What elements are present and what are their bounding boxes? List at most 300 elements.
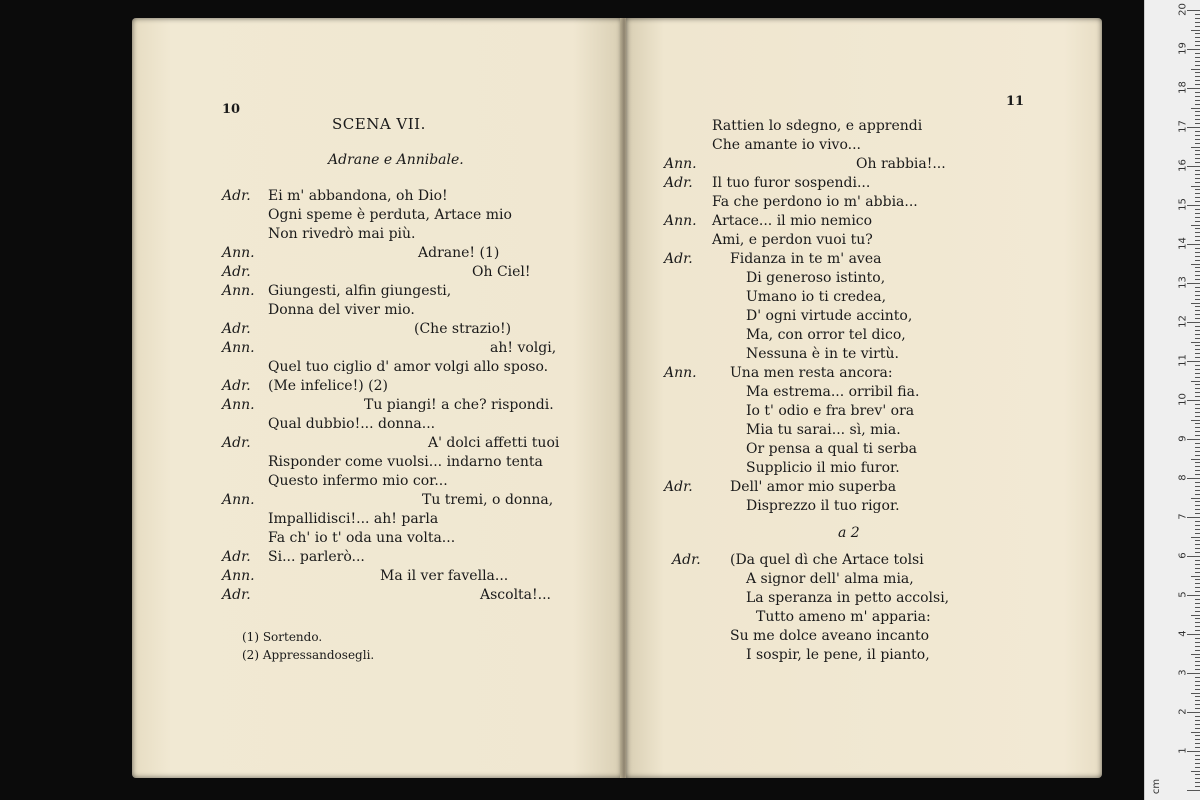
ruler-tick: [1195, 716, 1200, 717]
ruler-tick: [1187, 673, 1200, 674]
speaker-label: Ann.: [222, 492, 255, 508]
ruler-tick: [1191, 30, 1200, 31]
ruler-tick: [1195, 681, 1200, 682]
ruler-number: 20: [1177, 3, 1189, 16]
verse-line: Tu tremi, o donna,: [422, 492, 554, 508]
ruler-tick: [1195, 486, 1200, 487]
verse-line: Giungesti, alfin giungesti,: [268, 283, 452, 299]
ruler-tick: [1195, 158, 1200, 159]
ruler-tick: [1187, 751, 1200, 752]
speaker-label: Ann.: [664, 156, 697, 172]
ruler-tick: [1195, 232, 1200, 233]
speaker-label: Adr.: [664, 251, 693, 267]
right-page: [626, 18, 1102, 778]
verse-line: Umano io ti credea,: [746, 289, 887, 305]
ruler-tick: [1187, 49, 1200, 50]
ruler-tick: [1195, 455, 1200, 456]
ruler-tick: [1195, 568, 1200, 569]
verse-line: Ogni speme è perduta, Artace mio: [268, 207, 512, 223]
ruler-tick: [1195, 451, 1200, 452]
ruler-tick: [1191, 303, 1200, 304]
ruler-tick: [1191, 459, 1200, 460]
ruler-tick: [1195, 521, 1200, 522]
ruler-tick: [1195, 513, 1200, 514]
ruler-tick: [1191, 186, 1200, 187]
verse-line: Oh Ciel!: [472, 264, 531, 280]
ruler-tick: [1195, 295, 1200, 296]
verse-line: Ma estrema... orribil fia.: [746, 384, 920, 400]
ruler-tick: [1195, 533, 1200, 534]
ruler-tick: [1195, 135, 1200, 136]
ruler-tick: [1195, 14, 1200, 15]
ruler-tick: [1187, 361, 1200, 362]
speaker-label: Adr.: [672, 552, 701, 568]
ruler-tick: [1195, 174, 1200, 175]
ruler-tick: [1195, 720, 1200, 721]
ruler-tick: [1191, 537, 1200, 538]
ruler-tick: [1191, 732, 1200, 733]
ruler-tick: [1195, 724, 1200, 725]
ruler-tick: [1195, 622, 1200, 623]
ruler-tick: [1195, 221, 1200, 222]
verse-line: ah! volgi,: [490, 340, 557, 356]
ruler-tick: [1195, 236, 1200, 237]
ruler-tick: [1195, 743, 1200, 744]
ruler-tick: [1195, 240, 1200, 241]
ruler-number: 5: [1177, 591, 1189, 598]
ruler-tick: [1195, 482, 1200, 483]
ruler-tick: [1195, 607, 1200, 608]
speaker-label: Adr.: [222, 587, 251, 603]
verse-line: La speranza in petto accolsi,: [746, 590, 950, 606]
verse-line: Nessuna è in te virtù.: [746, 346, 899, 362]
ruler-tick: [1195, 685, 1200, 686]
ruler-tick: [1191, 771, 1200, 772]
ruler-tick: [1195, 299, 1200, 300]
ruler-tick: [1195, 18, 1200, 19]
ruler-tick: [1195, 591, 1200, 592]
ruler-tick: [1187, 634, 1200, 635]
ruler-tick: [1195, 291, 1200, 292]
ruler-number: 14: [1177, 237, 1189, 250]
ruler-tick: [1191, 693, 1200, 694]
ruler-number: 1: [1177, 747, 1189, 754]
ruler-tick: [1195, 599, 1200, 600]
ruler-tick: [1187, 322, 1200, 323]
ruler-tick: [1195, 470, 1200, 471]
verse-line: Oh rabbia!...: [856, 156, 946, 172]
footnote: (1) Sortendo.: [242, 630, 323, 644]
ruler-tick: [1195, 213, 1200, 214]
verse-line: Or pensa a qual ti serba: [746, 441, 917, 457]
ruler-tick: [1195, 735, 1200, 736]
ruler-tick: [1195, 661, 1200, 662]
ruler-tick: [1195, 689, 1200, 690]
verse-line: Fa ch' io t' oda una volta...: [268, 530, 456, 546]
ruler-tick: [1195, 256, 1200, 257]
verse-line: Supplicio il mio furor.: [746, 460, 900, 476]
ruler-tick: [1195, 80, 1200, 81]
ruler-tick: [1187, 790, 1200, 791]
ruler-tick: [1195, 377, 1200, 378]
ruler-tick: [1195, 416, 1200, 417]
ruler-tick: [1195, 505, 1200, 506]
ruler-tick: [1195, 704, 1200, 705]
ruler-tick: [1195, 739, 1200, 740]
ruler-tick: [1195, 544, 1200, 545]
ruler-tick: [1195, 345, 1200, 346]
ruler-tick: [1187, 400, 1200, 401]
ruler-tick: [1195, 384, 1200, 385]
verse-line: (Che strazio!): [414, 321, 512, 337]
ruler-tick: [1195, 572, 1200, 573]
speaker-label: Adr.: [222, 321, 251, 337]
ruler-tick: [1195, 657, 1200, 658]
ruler-tick: [1195, 53, 1200, 54]
ruler-tick: [1195, 201, 1200, 202]
ruler-tick: [1195, 747, 1200, 748]
ruler-tick: [1195, 318, 1200, 319]
ruler-number: 11: [1177, 354, 1189, 367]
open-book: [132, 18, 1102, 780]
ruler-tick: [1195, 193, 1200, 194]
speaker-label: Adr.: [222, 264, 251, 280]
ruler-tick: [1195, 92, 1200, 93]
verse-line: (Me infelice!) (2): [268, 378, 388, 394]
ruler-tick: [1191, 69, 1200, 70]
verse-line: Tu piangi! a che? rispondi.: [364, 397, 554, 413]
verse-line: Artace... il mio nemico: [712, 213, 873, 229]
ruler-tick: [1195, 396, 1200, 397]
ruler-tick: [1191, 381, 1200, 382]
ruler-tick: [1195, 669, 1200, 670]
ruler-tick: [1191, 654, 1200, 655]
ruler-tick: [1195, 431, 1200, 432]
ruler-tick: [1195, 525, 1200, 526]
ruler-tick: [1187, 478, 1200, 479]
ruler-tick: [1195, 65, 1200, 66]
ruler-tick: [1191, 498, 1200, 499]
speaker-label: Ann.: [222, 245, 255, 261]
left-page: [132, 18, 622, 778]
a-due-marker: a 2: [838, 525, 860, 541]
ruler-number: 2: [1177, 708, 1189, 715]
ruler-tick: [1195, 423, 1200, 424]
verse-line: Il tuo furor sospendi...: [712, 175, 871, 191]
verse-line: Mia tu sarai... sì, mia.: [746, 422, 901, 438]
speaker-label: Ann.: [222, 568, 255, 584]
ruler-tick: [1195, 728, 1200, 729]
ruler-tick: [1191, 108, 1200, 109]
verse-line: Quel tuo ciglio d' amor volgi allo sposo.: [268, 359, 549, 375]
ruler-tick: [1195, 123, 1200, 124]
ruler-tick: [1195, 677, 1200, 678]
ruler-tick: [1191, 264, 1200, 265]
ruler-tick: [1195, 119, 1200, 120]
ruler-tick: [1195, 228, 1200, 229]
measuring-ruler: [1144, 0, 1200, 800]
footnote: (2) Appressandosegli.: [242, 648, 375, 662]
ruler-tick: [1195, 84, 1200, 85]
ruler-tick: [1195, 509, 1200, 510]
ruler-tick: [1195, 115, 1200, 116]
speaker-label: Adr.: [222, 549, 251, 565]
ruler-tick: [1195, 466, 1200, 467]
verse-line: A signor dell' alma mia,: [746, 571, 914, 587]
verse-line: Su me dolce aveano incanto: [730, 628, 930, 644]
ruler-number: 6: [1177, 552, 1189, 559]
ruler-tick: [1195, 501, 1200, 502]
ruler-tick: [1195, 275, 1200, 276]
ruler-tick: [1195, 388, 1200, 389]
ruler-tick: [1195, 334, 1200, 335]
ruler-tick: [1191, 225, 1200, 226]
speaker-label: Ann.: [664, 365, 697, 381]
ruler-tick: [1195, 373, 1200, 374]
ruler-tick: [1191, 420, 1200, 421]
ruler-tick: [1187, 712, 1200, 713]
ruler-tick: [1195, 96, 1200, 97]
ruler-tick: [1195, 279, 1200, 280]
verse-line: Non rivedrò mai più.: [268, 226, 416, 242]
verse-line: Di generoso istinto,: [746, 270, 886, 286]
ruler-number: 9: [1177, 435, 1189, 442]
speaker-label: Ann.: [222, 340, 255, 356]
ruler-tick: [1195, 189, 1200, 190]
ruler-tick: [1195, 650, 1200, 651]
ruler-tick: [1195, 150, 1200, 151]
verse-line: (Da quel dì che Artace tolsi: [730, 552, 924, 568]
ruler-tick: [1195, 267, 1200, 268]
ruler-tick: [1195, 767, 1200, 768]
speaker-label: Adr.: [664, 479, 693, 495]
ruler-tick: [1195, 408, 1200, 409]
ruler-tick: [1195, 271, 1200, 272]
ruler-tick: [1195, 139, 1200, 140]
ruler-tick: [1195, 326, 1200, 327]
ruler-tick: [1195, 260, 1200, 261]
ruler-tick: [1195, 540, 1200, 541]
ruler-number: 12: [1177, 315, 1189, 328]
verse-line: Ei m' abbandona, oh Dio!: [268, 188, 448, 204]
ruler-tick: [1195, 306, 1200, 307]
verse-line: Adrane! (1): [418, 245, 500, 261]
ruler-tick: [1195, 26, 1200, 27]
ruler-tick: [1195, 182, 1200, 183]
ruler-tick: [1195, 755, 1200, 756]
ruler-tick: [1195, 170, 1200, 171]
ruler-tick: [1187, 556, 1200, 557]
ruler-tick: [1195, 560, 1200, 561]
ruler-tick: [1191, 342, 1200, 343]
ruler-tick: [1195, 786, 1200, 787]
ruler-number: 3: [1177, 669, 1189, 676]
verse-line: Risponder come vuolsi... indarno tenta: [268, 454, 543, 470]
ruler-tick: [1195, 209, 1200, 210]
scene-characters: Adrane e Annibale.: [328, 152, 464, 168]
ruler-tick: [1195, 392, 1200, 393]
ruler-number: 13: [1177, 276, 1189, 289]
ruler-tick: [1195, 579, 1200, 580]
right-page-number: 11: [1006, 94, 1025, 109]
ruler-number: 16: [1177, 159, 1189, 172]
ruler-tick: [1195, 72, 1200, 73]
speaker-label: Ann.: [222, 397, 255, 413]
ruler-number: 4: [1177, 630, 1189, 637]
ruler-tick: [1195, 412, 1200, 413]
verse-line: Ami, e perdon vuoi tu?: [712, 232, 873, 248]
ruler-tick: [1195, 583, 1200, 584]
ruler-tick: [1195, 365, 1200, 366]
verse-line: Si... parlerò...: [268, 549, 365, 565]
verse-line: Qual dubbio!... donna...: [268, 416, 436, 432]
ruler-tick: [1195, 646, 1200, 647]
ruler-tick: [1195, 778, 1200, 779]
ruler-tick: [1195, 642, 1200, 643]
ruler-tick: [1195, 548, 1200, 549]
ruler-tick: [1195, 774, 1200, 775]
ruler-tick: [1195, 217, 1200, 218]
ruler-tick: [1187, 517, 1200, 518]
ruler-tick: [1195, 41, 1200, 42]
ruler-number: 15: [1177, 198, 1189, 211]
ruler-tick: [1195, 630, 1200, 631]
verse-line: Tutto ameno m' apparia:: [756, 609, 931, 625]
ruler-tick: [1195, 494, 1200, 495]
speaker-label: Adr.: [664, 175, 693, 191]
ruler-tick: [1187, 166, 1200, 167]
ruler-tick: [1195, 447, 1200, 448]
ruler-unit: cm: [1151, 778, 1163, 795]
ruler-tick: [1195, 131, 1200, 132]
ruler-tick: [1195, 782, 1200, 783]
ruler-number: 18: [1177, 81, 1189, 94]
ruler-tick: [1187, 439, 1200, 440]
ruler-tick: [1195, 162, 1200, 163]
verse-line: Questo infermo mio cor...: [268, 473, 448, 489]
ruler-tick: [1195, 111, 1200, 112]
ruler-tick: [1195, 603, 1200, 604]
scene-title: SCENA VII.: [332, 115, 426, 133]
speaker-label: Adr.: [222, 435, 251, 451]
ruler-tick: [1195, 490, 1200, 491]
ruler-tick: [1187, 127, 1200, 128]
ruler-tick: [1187, 283, 1200, 284]
verse-line: D' ogni virtude accinto,: [746, 308, 913, 324]
ruler-number: 7: [1177, 513, 1189, 520]
ruler-number: 17: [1177, 120, 1189, 133]
ruler-tick: [1195, 357, 1200, 358]
ruler-tick: [1187, 205, 1200, 206]
ruler-tick: [1187, 595, 1200, 596]
ruler-tick: [1187, 10, 1200, 11]
ruler-tick: [1195, 763, 1200, 764]
ruler-tick: [1195, 57, 1200, 58]
verse-line: Io t' odio e fra brev' ora: [746, 403, 915, 419]
ruler-tick: [1195, 178, 1200, 179]
verse-line: Dell' amor mio superba: [730, 479, 897, 495]
ruler-tick: [1195, 45, 1200, 46]
ruler-tick: [1195, 427, 1200, 428]
ruler-tick: [1195, 462, 1200, 463]
ruler-tick: [1195, 700, 1200, 701]
ruler-tick: [1195, 338, 1200, 339]
ruler-tick: [1195, 529, 1200, 530]
ruler-tick: [1195, 104, 1200, 105]
ruler-tick: [1195, 564, 1200, 565]
verse-line: I sospir, le pene, il pianto,: [746, 647, 930, 663]
ruler-tick: [1195, 369, 1200, 370]
ruler-tick: [1187, 244, 1200, 245]
ruler-tick: [1195, 552, 1200, 553]
ruler-number: 8: [1177, 474, 1189, 481]
ruler-tick: [1195, 33, 1200, 34]
ruler-tick: [1195, 154, 1200, 155]
verse-line: Rattien lo sdegno, e apprendi: [712, 118, 923, 134]
verse-line: Ma, con orror tel dico,: [746, 327, 906, 343]
ruler-number: 10: [1177, 393, 1189, 406]
verse-line: Una men resta ancora:: [730, 365, 893, 381]
ruler-tick: [1191, 147, 1200, 148]
ruler-tick: [1195, 310, 1200, 311]
ruler-tick: [1195, 349, 1200, 350]
ruler-tick: [1195, 611, 1200, 612]
ruler-tick: [1195, 696, 1200, 697]
verse-line: Che amante io vivo...: [712, 137, 861, 153]
ruler-tick: [1191, 576, 1200, 577]
ruler-tick: [1195, 143, 1200, 144]
ruler-tick: [1195, 626, 1200, 627]
ruler-tick: [1195, 665, 1200, 666]
ruler-tick: [1195, 474, 1200, 475]
verse-line: Ascolta!...: [480, 587, 551, 603]
ruler-tick: [1195, 435, 1200, 436]
ruler-tick: [1195, 100, 1200, 101]
ruler-tick: [1195, 61, 1200, 62]
ruler-tick: [1195, 404, 1200, 405]
ruler-tick: [1195, 287, 1200, 288]
ruler-tick: [1195, 708, 1200, 709]
ruler-tick: [1195, 587, 1200, 588]
ruler-tick: [1195, 314, 1200, 315]
verse-line: Fa che perdono io m' abbia...: [712, 194, 918, 210]
speaker-label: Adr.: [222, 378, 251, 394]
ruler-tick: [1195, 22, 1200, 23]
ruler-tick: [1195, 76, 1200, 77]
speaker-label: Adr.: [222, 188, 251, 204]
ruler-tick: [1195, 37, 1200, 38]
verse-line: Fidanza in te m' avea: [730, 251, 882, 267]
ruler-tick: [1195, 330, 1200, 331]
ruler-tick: [1195, 638, 1200, 639]
speaker-label: Ann.: [222, 283, 255, 299]
verse-line: Ma il ver favella...: [380, 568, 509, 584]
ruler-tick: [1195, 443, 1200, 444]
ruler-tick: [1195, 618, 1200, 619]
ruler-tick: [1195, 248, 1200, 249]
verse-line: Impallidisci!... ah! parla: [268, 511, 439, 527]
verse-line: Disprezzo il tuo rigor.: [746, 498, 900, 514]
left-page-number: 10: [222, 102, 241, 117]
speaker-label: Ann.: [664, 213, 697, 229]
ruler-tick: [1195, 252, 1200, 253]
ruler-tick: [1195, 197, 1200, 198]
ruler-tick: [1195, 353, 1200, 354]
verse-line: Donna del viver mio.: [268, 302, 415, 318]
ruler-tick: [1191, 615, 1200, 616]
ruler-tick: [1195, 759, 1200, 760]
ruler-tick: [1187, 88, 1200, 89]
